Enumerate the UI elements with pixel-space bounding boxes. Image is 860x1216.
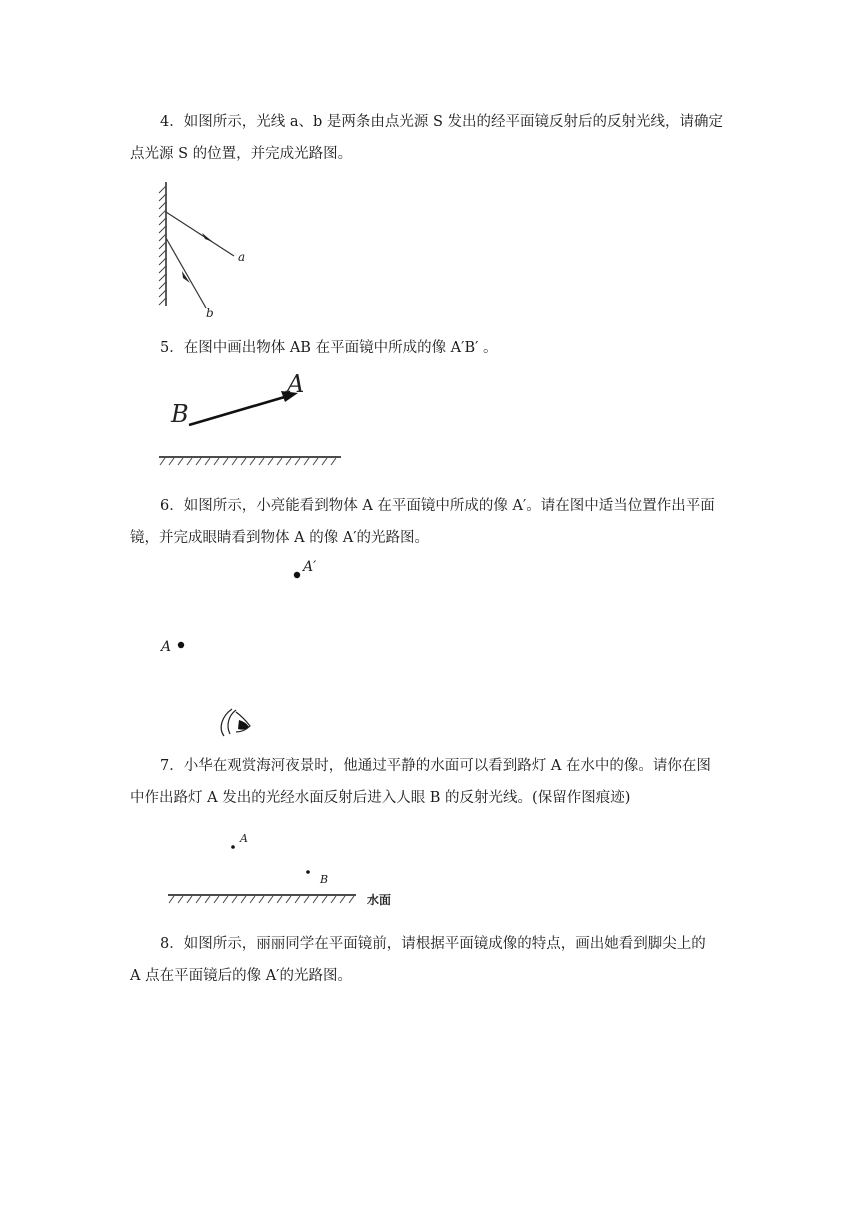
- figure-q7-water-reflection: [160, 825, 400, 915]
- label-B: B: [320, 873, 329, 886]
- question-5-line-1: 5．在图中画出物体 AB 在平面镜中所成的像 A′B′ 。: [160, 340, 498, 356]
- label-A: A: [240, 832, 248, 845]
- question-8-line-1: 8．如图所示，丽丽同学在平面镜前，请根据平面镜成像的特点，画出她看到脚尖上的: [160, 936, 706, 952]
- label-b: b: [206, 306, 214, 320]
- label-A: A: [161, 639, 172, 655]
- figure-q6-points-and-eye: [150, 552, 350, 742]
- point-A-prime: [294, 572, 300, 578]
- point-A: [231, 845, 235, 849]
- label-B: B: [171, 400, 189, 428]
- label-water-surface: 水面: [367, 893, 392, 907]
- label-A: A: [287, 370, 305, 398]
- ray-a: [166, 212, 234, 256]
- question-4-line-1: 4．如图所示，光线 a、b 是两条由点光源 S 发出的经平面镜反射后的反射光线，请确定: [160, 114, 724, 130]
- mirror-hatching: [159, 186, 166, 305]
- question-7-line-1: 7．小华在观赏海河夜景时，他通过平静的水面可以看到路灯 A 在水中的像。请你在图: [160, 758, 711, 774]
- object-ab-arrow-shaft: [189, 396, 288, 425]
- question-4-line-2: 点光源 S 的位置，并完成光路图。: [130, 146, 353, 162]
- question-7-line-2: 中作出路灯 A 发出的光经水面反射后进入人眼 B 的反射光线。(保留作图痕迹): [130, 790, 631, 806]
- question-6-line-2: 镜，并完成眼睛看到物体 A 的像 A′的光路图。: [130, 530, 430, 546]
- label-a: a: [238, 250, 246, 264]
- point-B: [306, 870, 310, 874]
- question-8-line-2: A 点在平面镜后的像 A′的光路图。: [130, 968, 352, 984]
- ray-b: [166, 238, 206, 308]
- label-A-prime: A′: [303, 559, 317, 575]
- mirror-hatching: [160, 458, 336, 465]
- figure-q4-mirror-diagram: [150, 178, 270, 323]
- water-surface-hatching: [169, 896, 354, 903]
- point-A: [178, 642, 184, 648]
- figure-q5-object-ab: [155, 368, 350, 470]
- eye-icon: [221, 709, 250, 736]
- question-6-line-1: 6．如图所示，小亮能看到物体 A 在平面镜中所成的像 A′。请在图中适当位置作出平面: [160, 498, 715, 514]
